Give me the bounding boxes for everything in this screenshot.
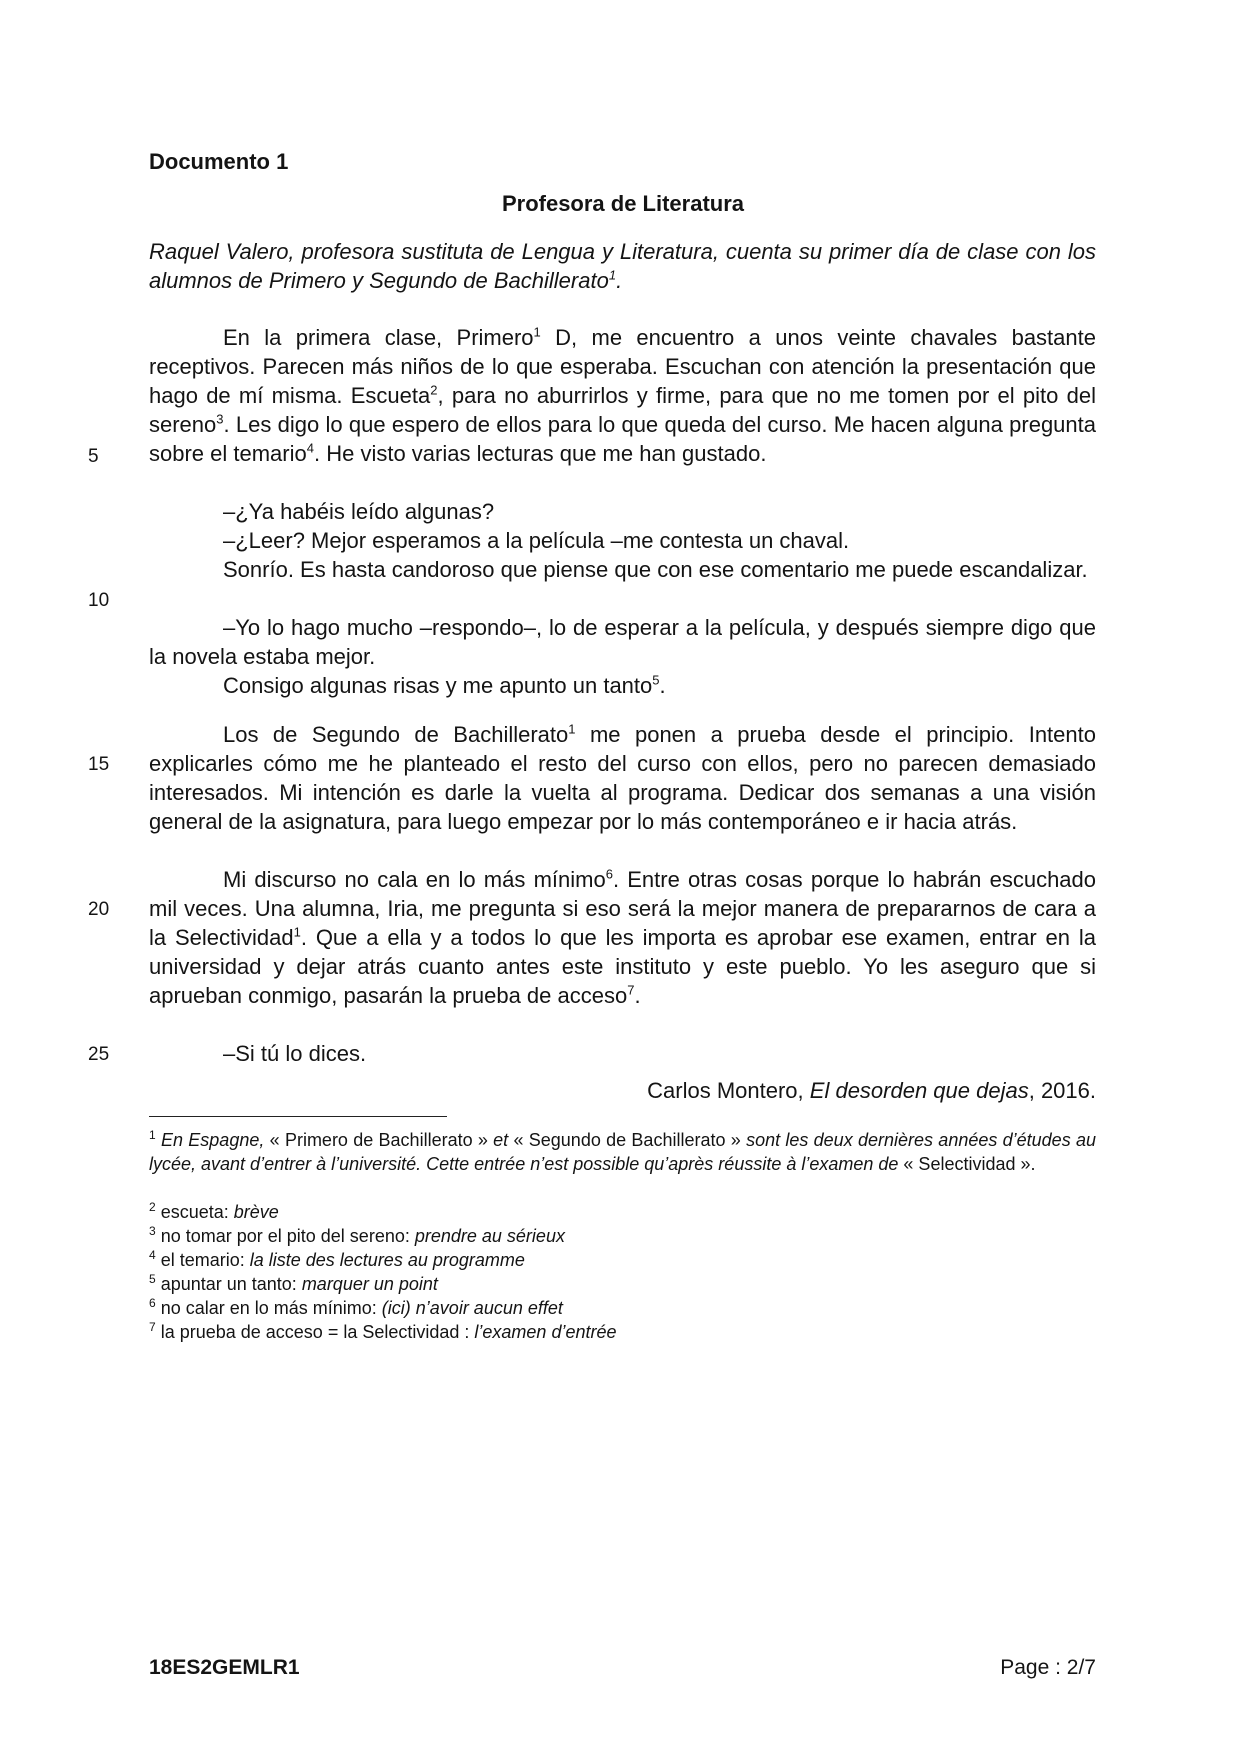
line-number: 25 [88,1044,110,1065]
page-number: Page : 2/7 [1000,1656,1096,1679]
footnote-ref: 1 [608,267,617,283]
footnote-ref: 3 [216,411,224,427]
footnote-ref: 1 [293,924,301,940]
footnote-divider [149,1116,447,1117]
footnote-ref: 2 [430,382,438,398]
footnote-4: $^4$ el temario: la liste des lectures au programme [149,1248,525,1270]
paragraph-1: En la primera clase, Primero$^1$ D, me encuentro a unos veinte chavales bastante receptivos. Parecen más niños de lo que esperaba. Escuchan con atención la presentación que hago de mí misma. Escueta$^2$, para no aburrirlos y firme, para que no me tomen por el pito del sereno$^3$. Les digo lo que espero de ellos para lo que queda del curso. Me hacen alguna pregunta sobre el temario$^4$. He visto varias lecturas que me han gustado. [149,324,1096,466]
work-title: El desorden que dejas [809,1078,1029,1103]
footnote-6: $^6$ no calar en lo más mínimo: (ici) n’avoir aucun effet [149,1296,563,1318]
paragraph-6: Consigo algunas risas y me apunto un tanto$^5$. [223,672,666,698]
footnote-ref: 5 [652,672,660,688]
intro-end: . [616,268,623,293]
footnote-ref: 7 [627,982,635,998]
line-number: 15 [88,754,110,775]
line-number: 10 [88,590,110,611]
footnote-ref: 1 [568,721,576,737]
paragraph-9: –Si tú lo dices. [223,1041,367,1066]
paragraph-7: Los de Segundo de Bachillerato$^1$ me ponen a prueba desde el principio. Intento explicarles cómo me he planteado el resto del curso con ellos, pero no parecen demasiado interesados. Mi intención es darle la vuelta al programa. Dedicar dos semanas a una visión general de la asignatura, para luego empezar por lo más contemporáneo e ir hacia atrás. [149,721,1096,834]
document-label: Documento 1 [149,149,289,174]
intro-text: Raquel Valero, profesora sustituta de Lengua y Literatura, cuenta su primer día de clase con los alumnos de Primero y Segundo de Bachillerato [149,239,1096,293]
document-title [0,191,1240,217]
footnote-ref: 4 [306,440,314,456]
source-citation: Carlos Montero, El desorden que dejas, 2016. [647,1078,1096,1103]
footnote-3: $^3$ no tomar por el pito del sereno: prendre au sérieux [149,1224,565,1246]
intro-paragraph [149,237,1096,295]
document-code: 18ES2GEMLR1 [149,1656,300,1679]
footnote-1: $^1$ En Espagne, « Primero de Bachillerato » et « Segundo de Bachillerato » sont les deux dernières années d’études au lycée, avant d’entrer à l’université. Cette entrée n’est possible qu’après réussite à l’examen de « Selectividad ». [149,1128,1097,1174]
footnote-5: $^5$ apuntar un tanto: marquer un point [149,1272,438,1294]
paragraph-4: Sonrío. Es hasta candoroso que piense que con ese comentario me puede escandalizar. [223,557,1088,582]
title-text: Profesora de Literatura [501,191,745,216]
line-number: 20 [88,899,110,920]
paragraph-8: Mi discurso no cala en lo más mínimo$^6$. Entre otras cosas porque lo habrán escuchado mil veces. Una alumna, Iria, me pregunta si eso será la mejor manera de prepararnos de cara a la Selectividad$^1$. Que a ella y a todos lo que les importa es aprobar ese examen, entrar en la universidad y dejar atrás cuanto antes este instituto y este pueblo. Yo les aseguro que si aprueban conmigo, pasarán la prueba de acceso$^7$. [149,866,1097,1008]
footnote-ref: 6 [605,866,613,882]
paragraph-3: –¿Leer? Mejor esperamos a la película –me contesta un chaval. [223,528,850,553]
paragraph-5: –Yo lo hago mucho –respondo–, lo de esperar a la película, y después siempre digo que la novela estaba mejor. [149,615,1096,669]
footnote-2: $^2$ escueta: brève [149,1200,279,1222]
paragraph-2: –¿Ya habéis leído algunas? [223,499,495,524]
footnote-7: $^7$ la prueba de acceso = la Selectividad : l’examen d’entrée [149,1320,617,1342]
line-number: 5 [88,446,99,467]
footnote-ref: 1 [533,324,541,340]
